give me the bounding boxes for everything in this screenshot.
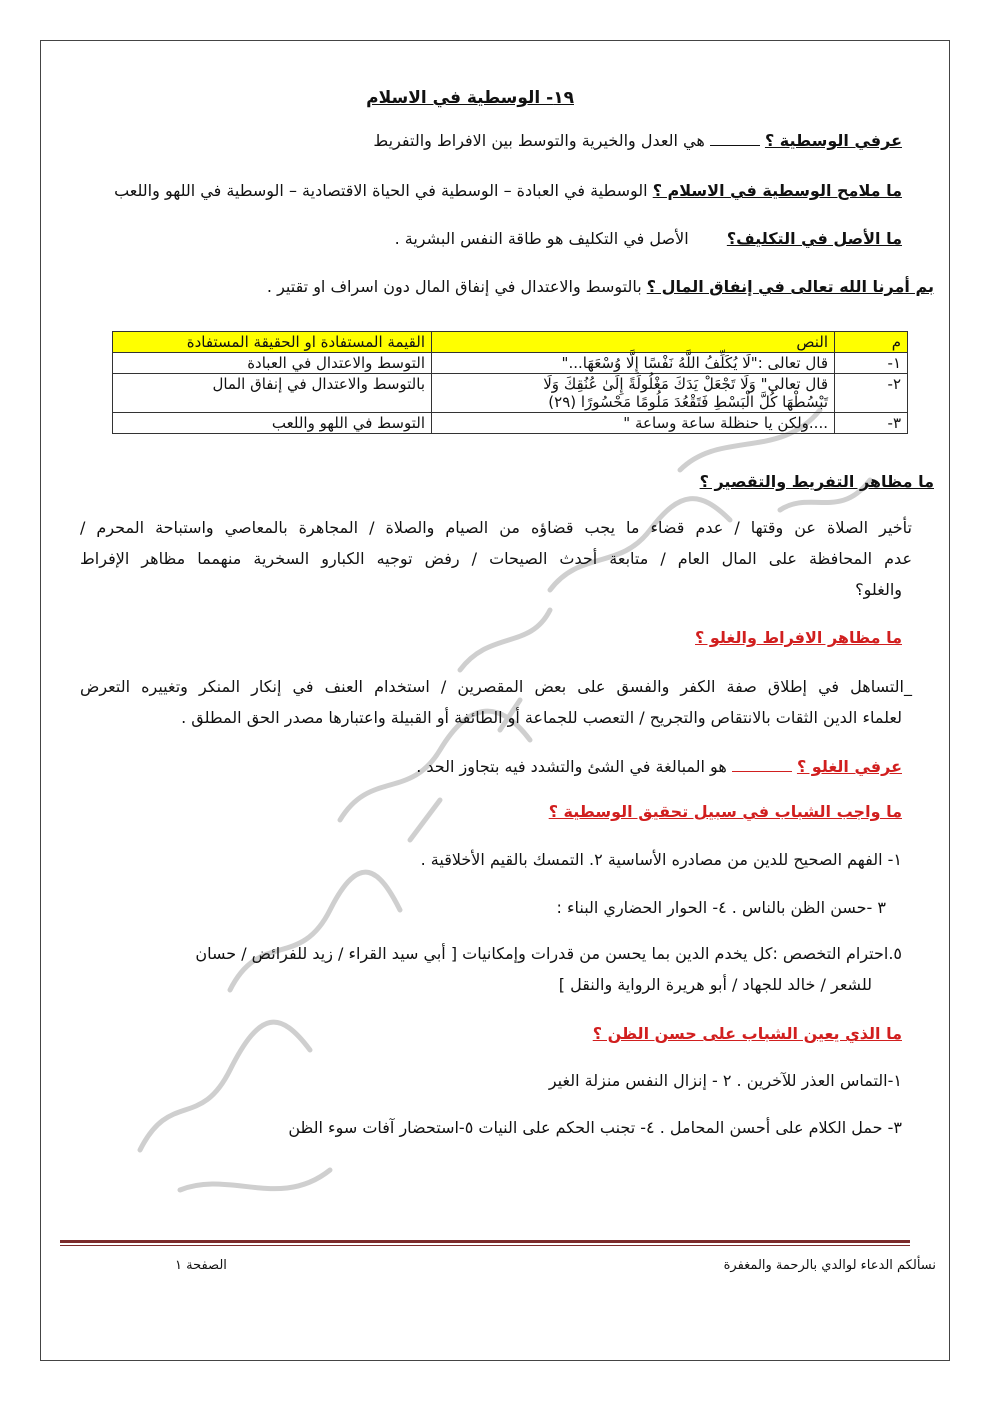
q5-line2: عدم المحافظة على المال العام / متابعة أحدث الصيحات / رفض توجيه الكبارو السخرية منهمما مظاهر الإفراط bbox=[80, 549, 912, 568]
row-num: ٣- bbox=[835, 413, 908, 434]
header-num: م bbox=[835, 332, 908, 353]
q9-question: ما الذي يعين الشباب على حسن الظن ؟ bbox=[592, 1024, 902, 1043]
q6-question: ما مظاهر الافراط والغلو ؟ bbox=[695, 628, 902, 647]
q1-question: عرفي الوسطية ؟ bbox=[764, 131, 902, 150]
row-text bbox=[432, 374, 835, 413]
row-value: التوسط في اللهو واللعب bbox=[113, 413, 432, 434]
q6-line2: لعلماء الدين الثقات بالانتقاص والتجريح / التعصب للجماعة أو الطائفة أو القبيلة واعتبارها مصدر الحق المطلق . bbox=[181, 708, 902, 727]
q7-answer: هو المبالغة في الشئ والتشدد فيه بتجاوز الحد . bbox=[416, 757, 727, 776]
row-text: قال تعالى :"لَا يُكَلِّفُ اللَّهُ نَفْسًا إِلَّا وُسْعَهَا..." bbox=[432, 353, 835, 374]
row-text-line1: قال تعالى" وَلَا تَجْعَلْ يَدَكَ مَغْلُولَةً إِلَىٰ عُنُقِكَ وَلَا bbox=[543, 375, 828, 393]
q9-line1: ١-التماس العذر للآخرين . ٢ - إنزال النفس منزلة الغير bbox=[548, 1071, 902, 1090]
q5-line3: والغلو؟ bbox=[855, 580, 902, 599]
footer-dedication: نسألكم الدعاء لوالدي بالرحمة والمغفرة bbox=[723, 1258, 936, 1273]
q2-question: ما ملامح الوسطية في الاسلام ؟ bbox=[652, 181, 902, 200]
row-value: التوسط والاعتدال في العبادة bbox=[113, 353, 432, 374]
q3-row bbox=[395, 229, 902, 248]
row-num: ١- bbox=[835, 353, 908, 374]
q2-row bbox=[114, 181, 902, 200]
q8-line1: ١- الفهم الصحيح للدين من مصادره الأساسية ٢. التمسك بالقيم الأخلاقية . bbox=[420, 850, 902, 869]
q1-blank bbox=[710, 145, 760, 146]
q8-line2: ٣ -حسن الظن بالناس . ٤- الحوار الحضاري البناء : bbox=[556, 898, 886, 917]
table-row bbox=[113, 353, 908, 374]
q6-line1: _التساهل في إطلاق صفة الكفر والفسق على بعض المقصرين / استخدام العنف في إنكار المنكر وتغييره التعرض bbox=[80, 677, 912, 696]
row-text: ....ولكن يا حنظلة ساعة وساعة " bbox=[432, 413, 835, 434]
row-value: بالتوسط والاعتدال في إنفاق المال bbox=[113, 374, 432, 413]
q7-row bbox=[416, 757, 902, 776]
q8-question: ما واجب الشباب في سبيل تحقيق الوسطية ؟ bbox=[548, 802, 902, 821]
values-table bbox=[112, 331, 908, 434]
row-text-line2: تَبْسُطْهَا كُلَّ الْبَسْطِ فَتَقْعُدَ مَلُومًا مَحْسُورًا (٢٩) bbox=[548, 393, 828, 411]
footer-page-number: الصفحة ١ bbox=[175, 1258, 227, 1273]
q5-line1: تأخير الصلاة عن وقتها / عدم قضاء ما يجب قضاؤه من الصيام والصلاة / المجاهرة بالمعاصي واستباحة المحرم / bbox=[80, 518, 912, 537]
row-num: ٢- bbox=[835, 374, 908, 413]
header-text: النص bbox=[432, 332, 835, 353]
q1-answer: هي العدل والخيرية والتوسط بين الافراط والتفريط bbox=[373, 131, 705, 150]
q2-answer: الوسطية في العبادة – الوسطية في الحياة الاقتصادية – الوسطية في اللهو واللعب bbox=[114, 181, 648, 200]
q3-question: ما الأصل في التكليف؟ bbox=[726, 229, 902, 248]
q8-line3: ٥.احترام التخصص :كل يخدم الدين بما يحسن من قدرات وإمكانيات [ أبي سيد القراء / زيد للفرائض / حسان bbox=[195, 944, 902, 963]
q3-answer: الأصل في التكليف هو طاقة النفس البشرية . bbox=[394, 229, 689, 248]
page-title: ١٩- الوسطية في الاسلام bbox=[366, 88, 574, 108]
q7-blank bbox=[732, 771, 792, 772]
table-row bbox=[113, 374, 908, 413]
header-value: القيمة المستفادة او الحقيقة المستفادة bbox=[113, 332, 432, 353]
q7-question: عرفي الغلو ؟ bbox=[796, 757, 902, 776]
q8-line4: للشعر / خالد للجهاد / أبو هريرة الرواية والنقل ] bbox=[558, 975, 872, 994]
q9-line2: ٣- حمل الكلام على أحسن المحامل . ٤- تجنب الحكم على النيات ٥-استحضار آفات سوء الظن bbox=[288, 1118, 902, 1137]
table-row bbox=[113, 413, 908, 434]
footer-rule bbox=[60, 1240, 910, 1243]
q4-answer: بالتوسط والاعتدال في إنفاق المال دون اسراف او تقتير . bbox=[266, 277, 642, 296]
q4-question: بم أمرنا الله تعالى في إنفاق المال ؟ bbox=[646, 277, 934, 296]
q5-question: ما مظاهر التفريط والتقصير ؟ bbox=[699, 472, 934, 491]
footer-rule-thin bbox=[60, 1245, 910, 1246]
table-header-row bbox=[113, 332, 908, 353]
q1-row bbox=[373, 131, 902, 150]
q4-row bbox=[267, 277, 934, 296]
